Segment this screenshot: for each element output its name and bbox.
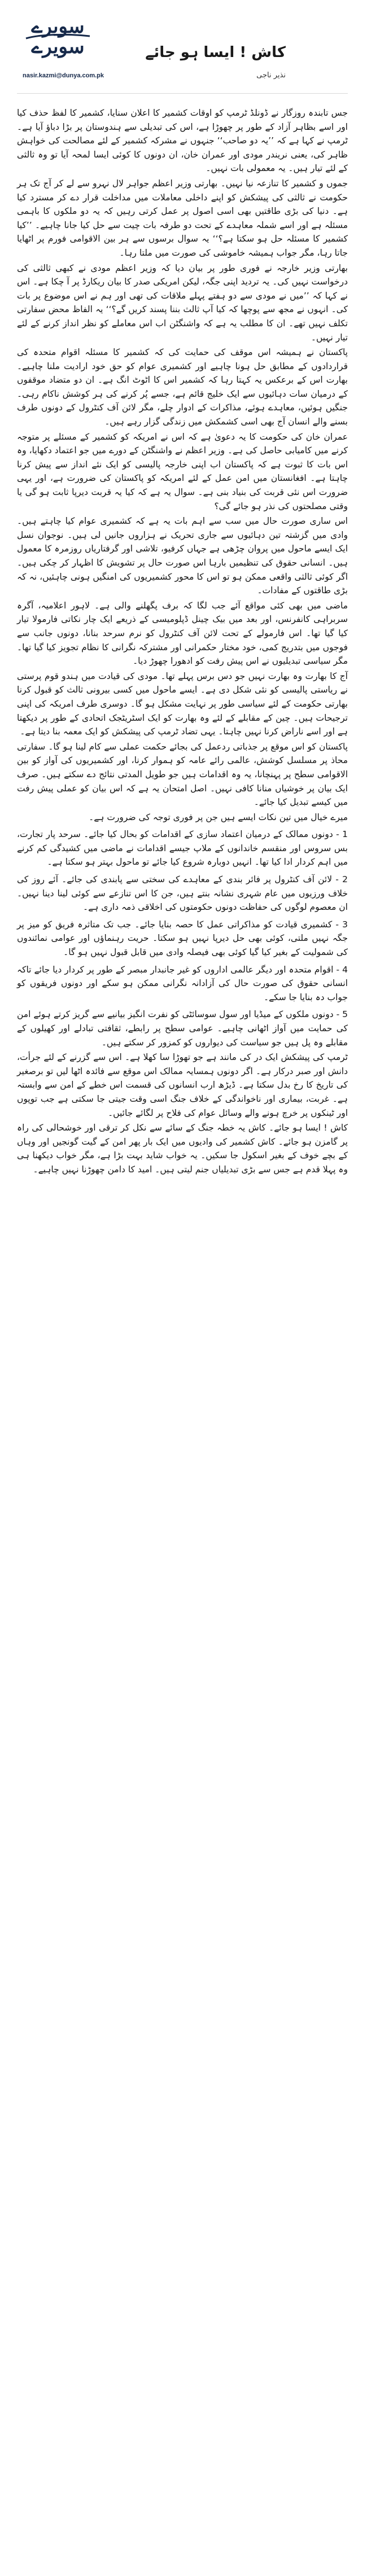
article-numbered-point: 4 - اقوام متحدہ اور دیگر عالمی اداروں کو غیر جانبدار مبصر کے طور پر کردار دیا جائے تاکہ انسانی حقوق کی صورت حال کی آزادانہ نگرانی ممکن ہو سکے اور دونوں فریقوں کو جواب دہ بنایا جا سکے۔ [17,964,348,1002]
logo-swoosh-icon [25,33,91,41]
article-paragraph: جس تابندہ روزگار نے ڈونلڈ ٹرمپ کو اوقات کشمیر کا اعلان سنایا، کشمیر کا لفظ حذف کیا اور اسے بظاہر آزاد کے طور پر چھوڑا ہے، اس کی تبدیلی سے ہندوستان پر بڑا دباؤ آیا ہے۔ ٹرمپ نے کہا ہے کہ ’’یہ دو صاحب‘‘ جنہوں نے مشرکہ کشمیر کے لئے مصالحت کی خواہش ظاہر کی، یعنی نریندر مودی اور عمران خان، ان دونوں کا کوئی ایسا لمحہ آیا تو وہ ثالثی کے لئے تیار ہیں۔ یہ معمولی بات نہیں۔ [17,108,348,174]
column-title: کاش ! ایسا ہو جائے [145,44,286,61]
article-paragraph: پاکستان نے ہمیشہ اس موقف کی حمایت کی کہ کشمیر کا مسئلہ اقوام متحدہ کی قراردادوں کے مطابق حل ہونا چاہیے اور کشمیری عوام کو حق خود ارادیت ملنا چاہیے۔ بھارت اس کے برعکس یہ کہتا رہا کہ کشمیر اس کا اٹوٹ انگ ہے۔ ان دو متضاد موقفوں کے درمیان سات دہائیوں سے ایک خلیج قائم ہے، جسے پُر کرنے کی ہر کوشش ناکام رہی۔ جنگیں ہوئیں، معاہدے ہوئے، مذاکرات کے ادوار چلے، مگر لائن آف کنٹرول کے دونوں طرف بسنے والے انسان آج بھی اسی کشمکش میں زندگی گزار رہے ہیں۔ [17,347,348,427]
column-logo [23,15,104,79]
logo-word-bottom: سویرے [31,36,85,58]
author-email: nasir.kazmi@dunya.com.pk [23,72,104,79]
article-paragraph: عمران خان کی حکومت کا یہ دعویٰ ہے کہ اس نے امریکہ کو کشمیر کے مسئلے پر متوجہ کرنے میں کامیابی حاصل کی ہے۔ وزیر اعظم نے واشنگٹن کے دورے میں جو اعتماد دکھایا، وہ اس بات کا ثبوت ہے کہ پاکستان اب اپنی خارجہ پالیسی کو ایک نئے انداز سے پیش کرنا چاہتا ہے۔ افغانستان میں امن عمل کے لئے امریکہ کو پاکستان کی ضرورت ہے، اور یہی ضرورت اس نئی قربت کی بنیاد بنی ہے۔ سوال یہ ہے کہ کیا یہ قربت دیرپا ثابت ہو گی یا وقتی مصلحتوں کی نذر ہو جائے گی؟ [17,431,348,511]
article-paragraph: اس ساری صورت حال میں سب سے اہم بات یہ ہے کہ کشمیری عوام کیا چاہتے ہیں۔ وادی میں گزشتہ تین دہائیوں سے جاری تحریک نے ہزاروں جانیں لی ہیں۔ نوجوان نسل ایک ایسے ماحول میں پروان چڑھی ہے جہاں کرفیو، تلاشی اور گرفتاریاں روزمرہ کا معمول ہیں۔ انسانی حقوق کی تنظیمیں بارہا اس صورت حال پر تشویش کا اظہار کر چکی ہیں۔ اگر کوئی ثالثی واقعی ممکن ہو تو اس کا محور کشمیریوں کی امنگیں ہونی چاہئیں، نہ کہ بڑی طاقتوں کے مفادات۔ [17,516,348,596]
article-numbered-point: 5 - دونوں ملکوں کے میڈیا اور سول سوسائٹی کو نفرت انگیز بیانیے سے گریز کرتے ہوئے امن کی حمایت میں آواز اٹھانی چاہیے۔ عوامی سطح پر رابطے، ثقافتی تبادلے اور کھیلوں کے مقابلے وہ پل ہیں جو سیاست کی دیواروں کو کمزور کر سکتے ہیں۔ [17,1009,348,1048]
article-paragraph: پاکستان کو اس موقع پر جذباتی ردعمل کی بجائے حکمت عملی سے کام لینا ہو گا۔ سفارتی محاذ پر مسلسل کوشش، عالمی رائے عامہ کو ہموار کرنا، اور کشمیریوں کی آواز کو بین الاقوامی سطح پر پہنچانا، یہ وہ اقدامات ہیں جو طویل المدتی نتائج دے سکتے ہیں۔ صرف ایک بیان پر خوشیاں منانا کافی نہیں۔ اصل امتحان یہ ہے کہ اس بیان کو عملی پیش رفت میں کیسے تبدیل کیا جائے۔ [17,741,348,808]
article-numbered-point: 3 - کشمیری قیادت کو مذاکراتی عمل کا حصہ بنایا جائے۔ جب تک متاثرہ فریق کو میز پر جگہ نہیں ملتی، کوئی بھی حل دیرپا نہیں ہو سکتا۔ حریت رہنماؤں اور عوامی نمائندوں کی شمولیت کے بغیر کیا گیا کوئی بھی فیصلہ وادی میں قابل قبول نہیں ہو گا۔ [17,919,348,958]
article-paragraph: جموں و کشمیر کا تنازعہ نیا نہیں۔ بھارتی وزیر اعظم جواہر لال نہرو سے لے کر آج تک ہر حکومت نے ثالثی کی پیشکش کو اپنے داخلی معاملات میں مداخلت قرار دے کر مسترد کیا ہے۔ دنیا کی بڑی طاقتیں بھی اسی اصول پر عمل کرتی رہیں کہ یہ دو ملکوں کا باہمی مسئلہ ہے اور اسے شملہ معاہدے کے تحت دو طرفہ بات چیت سے حل کیا جانا چاہیے۔ ’’کیا کشمیر کا مسئلہ حل ہو سکتا ہے؟‘‘ یہ سوال برسوں سے ہر بین الاقوامی فورم پر اٹھایا جاتا رہا، مگر جواب ہمیشہ خاموشی کی صورت میں ملتا رہا۔ [17,178,348,258]
article-paragraph: آج کا بھارت وہ بھارت نہیں جو دس برس پہلے تھا۔ مودی کی قیادت میں ہندو قوم پرستی نے ریاستی پالیسی کو نئی شکل دی ہے۔ ایسے ماحول میں کسی بیرونی ثالث کو قبول کرنا بھارتی حکومت کے لئے سیاسی طور پر نہایت مشکل ہو گا۔ دوسری طرف امریکہ کی اپنی ترجیحات ہیں۔ چین کے مقابلے کے لئے وہ بھارت کو ایک اسٹریٹجک اتحادی کے طور پر دیکھتا ہے اور اسے ناراض کرنا نہیں چاہتا۔ یہی تضاد ٹرمپ کی پیشکش کو ایک معمہ بنا دیتا ہے۔ [17,671,348,737]
article-body [17,106,348,1177]
logo-word-top: سویرے [31,15,85,38]
article-paragraph: میرے خیال میں تین نکات ایسے ہیں جن پر فوری توجہ کی ضرورت ہے۔ [89,812,348,822]
article-paragraph: بھارتی وزیر خارجہ نے فوری طور پر بیان دیا کہ وزیر اعظم مودی نے کبھی ثالثی کی درخواست نہیں کی۔ یہ تردید اپنی جگہ، لیکن امریکی صدر کا بیان ریکارڈ پر آ چکا ہے۔ اس نے کہا کہ ’’میں نے مودی سے دو ہفتے پہلے ملاقات کی تھی اور ہم نے اس موضوع پر بات کی۔ انہوں نے مجھ سے پوچھا کہ کیا آپ ثالث بننا پسند کریں گے؟‘‘ یہ الفاظ محض سفارتی تکلف نہیں تھے۔ ان کا مطلب یہ ہے کہ واشنگٹن اب اس معاملے کو نظر انداز کرنے کے لئے تیار نہیں۔ [17,262,348,343]
article-paragraph: ٹرمپ کی پیشکش ایک در کی مانند ہے جو تھوڑا سا کھلا ہے۔ اس سے گزرنے کے لئے جرأت، دانش اور صبر درکار ہے۔ اگر دونوں ہمسایہ ممالک اس موقع سے فائدہ اٹھا لیں تو برصغیر کی تاریخ کا رخ بدل سکتا ہے۔ ڈیڑھ ارب انسانوں کی قسمت اس خطے کے امن سے وابستہ ہے۔ غربت، بیماری اور ناخواندگی کے خلاف جنگ اسی وقت جیتی جا سکتی ہے جب توپوں اور ٹینکوں پر خرچ ہونے والے وسائل عوام کی فلاح پر لگائے جائیں۔ [17,1052,348,1118]
article-paragraph: ماضی میں بھی کئی مواقع آئے جب لگا کہ برف پگھلنے والی ہے۔ لاہور اعلامیہ، آگرہ سربراہی کانفرنس، اور بعد میں بیک چینل ڈپلومیسی کے ذریعے ایک چار نکاتی فارمولا تیار کیا گیا تھا۔ اس فارمولے کے تحت لائن آف کنٹرول کو نرم سرحد بنانا، دونوں جانب سے فوجوں میں بتدریج کمی، خود مختار حکمرانی اور مشترکہ نگرانی کا نظام تجویز کیا گیا تھا۔ مگر سیاسی تبدیلیوں نے اس پیش رفت کو ادھورا چھوڑ دیا۔ [17,600,348,667]
column-header [17,0,348,94]
column-byline: نذیر ناجی [256,71,286,80]
article-numbered-point: 1 - دونوں ممالک کے درمیان اعتماد سازی کے اقدامات کو بحال کیا جائے۔ سرحد پار تجارت، بس سروس اور منقسم خاندانوں کے ملاپ جیسے اقدامات نے ماضی میں کشیدگی کم کرنے میں اہم کردار ادا کیا تھا۔ انہیں دوبارہ شروع کیا جائے تو ماحول بہتر ہو سکتا ہے۔ [17,829,348,868]
article-paragraph: کاش ! ایسا ہو جائے۔ کاش یہ خطہ جنگ کے سائے سے نکل کر ترقی اور خوشحالی کی راہ پر گامزن ہو جائے۔ کاش کشمیر کی وادیوں میں ایک بار پھر امن کے گیت گونجیں اور وہاں کے بچے خوف کے بغیر اسکول جا سکیں۔ یہ خواب شاید بہت بڑا ہے، مگر خواب دیکھنا ہی وہ پہلا قدم ہے جس سے بڑی تبدیلیاں جنم لیتی ہیں۔ امید کا دامن چھوڑنا نہیں چاہیے۔ [17,1123,348,1175]
article-numbered-point: 2 - لائن آف کنٹرول پر فائر بندی کے معاہدے کی سختی سے پابندی کی جائے۔ آئے روز کی خلاف ورزیوں میں عام شہری نشانہ بنتے ہیں، جن کا اس تنازعے سے کوئی لینا دینا نہیں۔ ان معصوم لوگوں کی حفاظت دونوں حکومتوں کی اخلاقی ذمہ داری ہے۔ [17,874,348,913]
